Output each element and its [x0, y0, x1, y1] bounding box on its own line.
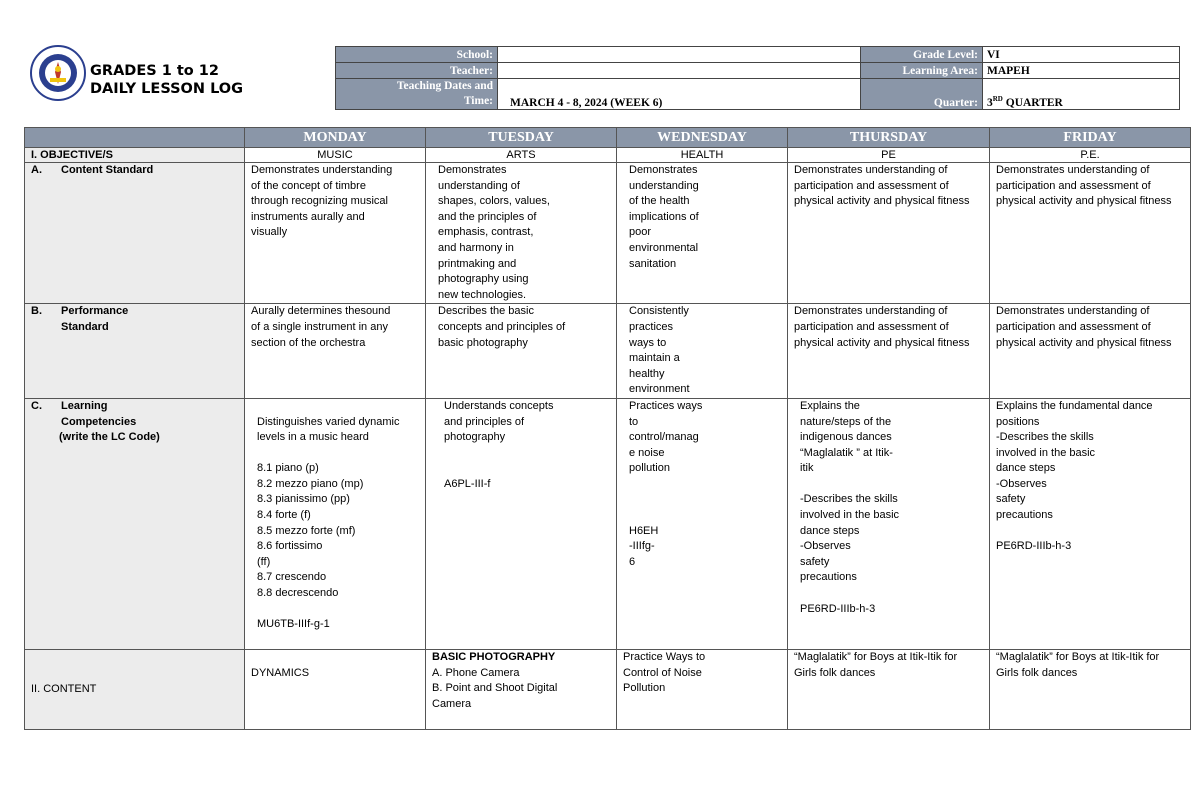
- performance-standard-tuesday: Describes the basic concepts and principles of basic photography: [426, 304, 617, 399]
- content-standard-text: Content Standard: [61, 164, 154, 176]
- content-wednesday: Practice Ways to Control of Noise Pollution: [617, 649, 788, 729]
- learning-competencies-monday: Distinguishes varied dynamic levels in a music heard 8.1 piano (p) 8.2 mezzo piano (mp) 8.3 pianissimo (pp) 8.4 forte (f) 8.5 mezzo forte (mf) 8.6 fortissimo (ff) 8.7 crescendo 8.8 decrescendo MU6TB-IIIf-g-1: [245, 398, 426, 649]
- days-header-row: [25, 128, 1191, 148]
- content-tuesday: [426, 649, 617, 729]
- learning-competencies-wednesday: Practices ways to control/manag e noise pollution H6EH -IIIfg- 6: [617, 398, 788, 649]
- subject-tuesday: ARTS: [426, 148, 617, 163]
- day-friday: FRIDAY: [990, 128, 1191, 148]
- teaching-dates-label: [336, 79, 498, 110]
- day-tuesday: TUESDAY: [426, 128, 617, 148]
- learning-competencies-label: [25, 398, 245, 649]
- day-wednesday: WEDNESDAY: [617, 128, 788, 148]
- school-value[interactable]: [498, 47, 861, 63]
- header-info-table: [335, 46, 1180, 110]
- subject-monday: MUSIC: [245, 148, 426, 163]
- objectives-label: I. OBJECTIVE/S: [25, 148, 245, 163]
- subject-friday: P.E.: [990, 148, 1191, 163]
- performance-standard-monday: Aurally determines thesound of a single instrument in any section of the orchestra: [245, 304, 426, 399]
- grade-level-label: Grade Level:: [861, 47, 983, 63]
- content-standard-label: [25, 163, 245, 304]
- learning-area-label: Learning Area:: [861, 63, 983, 79]
- learning-competencies-text-1: Learning: [61, 399, 108, 412]
- learning-competencies-text-2: Competencies: [61, 415, 137, 428]
- objectives-row: [25, 148, 1191, 163]
- performance-standard-label: [25, 304, 245, 399]
- performance-standard-row: [25, 304, 1191, 399]
- quarter-superscript: RD: [992, 95, 1003, 104]
- content-tuesday-body: A. Phone Camera B. Point and Shoot Digital Camera: [432, 666, 558, 710]
- learning-competencies-text-3: (write the LC Code): [59, 431, 160, 444]
- learning-area-value[interactable]: MAPEH: [983, 63, 1180, 79]
- title-line-1: GRADES 1 to 12: [90, 63, 219, 79]
- teacher-label: Teacher:: [336, 63, 498, 79]
- content-tuesday-title: BASIC PHOTOGRAPHY: [432, 650, 556, 663]
- teacher-value[interactable]: [498, 63, 861, 79]
- quarter-label: Quarter:: [861, 79, 983, 110]
- performance-standard-text-2: Standard: [61, 320, 109, 333]
- grade-level-value[interactable]: VI: [983, 47, 1180, 63]
- content-row: [25, 649, 1191, 729]
- teaching-dates-value[interactable]: MARCH 4 - 8, 2024 (WEEK 6): [498, 79, 861, 110]
- learning-competencies-tuesday: Understands concepts and principles of photography A6PL-III-f: [426, 398, 617, 649]
- performance-standard-letter: B.: [31, 305, 42, 318]
- performance-standard-friday: Demonstrates understanding of participation and assessment of physical activity and physical fitness: [990, 304, 1191, 399]
- teaching-dates-label-2: Time:: [463, 95, 493, 107]
- day-thursday: THURSDAY: [788, 128, 990, 148]
- teaching-dates-label-1: Teaching Dates and: [396, 80, 493, 92]
- quarter-value[interactable]: [983, 79, 1180, 110]
- content-label: II. CONTENT: [25, 649, 245, 729]
- title-line-2: DAILY LESSON LOG: [90, 81, 244, 97]
- learning-competencies-letter: C.: [31, 399, 42, 412]
- subject-wednesday: HEALTH: [617, 148, 788, 163]
- content-standard-row: [25, 163, 1191, 304]
- lesson-log-table: [24, 127, 1191, 730]
- learning-competencies-thursday: Explains the nature/steps of the indigenous dances “Maglalatik ” at Itik- itik -Describes the skills involved in the basic dance steps -Observes safety precautions PE6RD-IIIb-h-3: [788, 398, 990, 649]
- performance-standard-wednesday: Consistently practices ways to maintain a healthy environment: [617, 304, 788, 399]
- content-friday: “Maglalatik” for Boys at Itik-Itik for Girls folk dances: [990, 649, 1191, 729]
- performance-standard-text-1: Performance: [61, 305, 129, 318]
- day-monday: MONDAY: [245, 128, 426, 148]
- learning-competencies-friday: Explains the fundamental dance positions -Describes the skills involved in the basic dance steps -Observes safety precautions PE6RD-IIIb-h-3: [990, 398, 1191, 649]
- content-standard-friday: Demonstrates understanding of participation and assessment of physical activity and physical fitness: [990, 163, 1191, 304]
- school-label: School:: [336, 47, 498, 63]
- performance-standard-thursday: Demonstrates understanding of participation and assessment of physical activity and physical fitness: [788, 304, 990, 399]
- content-standard-thursday: Demonstrates understanding of participation and assessment of physical activity and physical fitness: [788, 163, 990, 304]
- content-thursday: “Maglalatik” for Boys at Itik-Itik for Girls folk dances: [788, 649, 990, 729]
- content-monday: DYNAMICS: [245, 649, 426, 729]
- quarter-number: 3: [987, 97, 993, 109]
- corner-cell: [25, 128, 245, 148]
- content-standard-tuesday: Demonstrates understanding of shapes, colors, values, and the principles of emphasis, contrast, and harmony in printmaking and photography using new technologies.: [426, 163, 617, 304]
- content-standard-letter: A.: [31, 164, 42, 176]
- deped-seal-icon: [30, 45, 86, 101]
- learning-competencies-row: [25, 398, 1191, 649]
- subject-thursday: PE: [788, 148, 990, 163]
- content-standard-monday: Demonstrates understanding of the concept of timbre through recognizing musical instruments aurally and visually: [245, 163, 426, 304]
- content-standard-wednesday: Demonstrates understanding of the health implications of poor environmental sanitation: [617, 163, 788, 304]
- quarter-suffix: QUARTER: [1002, 97, 1063, 109]
- page-title: [90, 62, 243, 98]
